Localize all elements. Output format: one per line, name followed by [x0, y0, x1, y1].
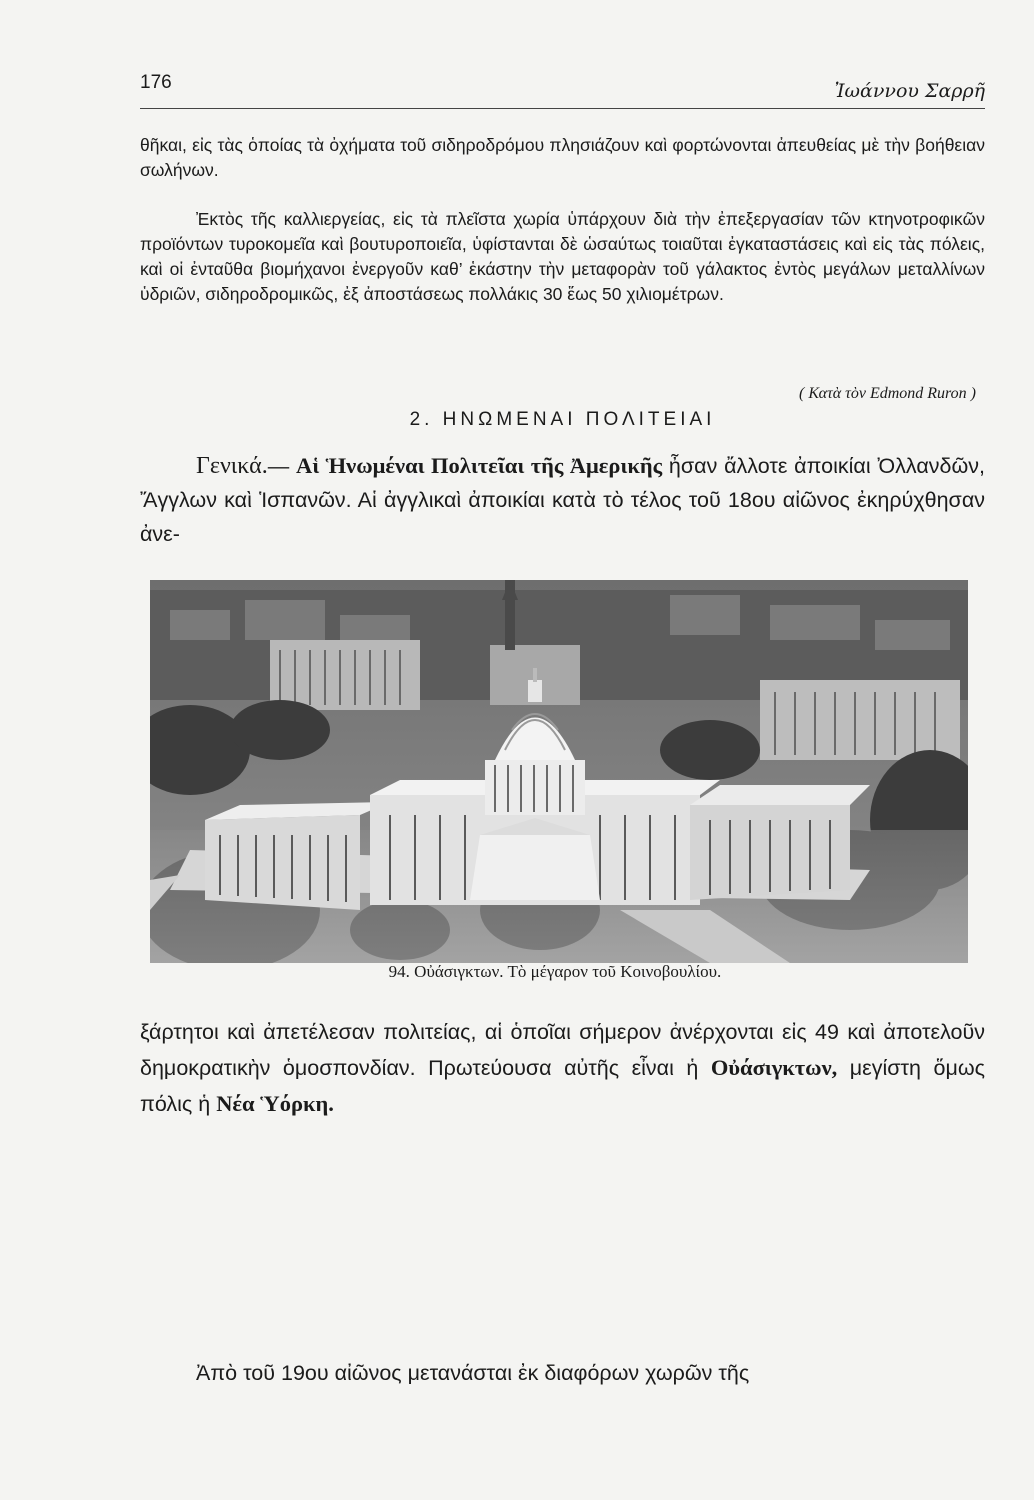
intro-subject: Αἱ Ἡνωμέναι Πολιτεῖαι τῆς Ἀμερικῆς	[295, 453, 663, 478]
paragraph-immigrants: Ἀπὸ τοῦ 19ου αἰῶνος μετανάσται ἐκ διαφόρων χωρῶν τῆς	[196, 1361, 750, 1385]
section-heading: 2. ΗΝΩΜΕΝΑΙ ΠΟΛΙΤΕΙΑΙ	[409, 409, 716, 430]
header-rule	[140, 108, 985, 109]
page-number: 176	[140, 72, 172, 93]
running-head	[140, 70, 985, 110]
paragraph-continued: θῆκαι, εἰς τὰς ὁποίας τὰ ὀχήματα τοῦ σιδηροδρόμου πλησιάζουν καὶ φορτώνονται ἀπευθείας μὲ τὴν βοήθειαν σωλήνων.	[140, 135, 985, 180]
source-citation: ( Κατὰ τὸν Edmond Ruron )	[799, 385, 976, 402]
capital-name: Οὐάσιγκτων,	[710, 1055, 838, 1080]
federation-text-a: ξάρτητοι καὶ ἀπετέλεσαν πολιτείας, αἱ ὁποῖαι σήμερον ἀνέρχονται εἰς 49 καὶ ἀποτελοῦν δημοκρατικὴν ὁμοσπονδίαν. Πρωτεύουσα αὐτῆς εἶναι ἡ	[140, 1020, 985, 1080]
paragraph-federation	[140, 1015, 985, 1122]
largest-city-name: Νέα Ὑόρκη.	[216, 1091, 334, 1116]
section-intro	[140, 449, 985, 551]
running-title: Ἰωάννου Σαρρῆ	[834, 80, 985, 102]
capitol-photo	[150, 580, 968, 963]
intro-text: ἦσαν ἄλλοτε ἀποικίαι Ὀλλανδῶν, Ἄγγλων καὶ Ἱσπανῶν. Αἱ ἀγγλικαὶ ἀποικίαι κατὰ τὸ τέλος τοῦ 18ου αἰῶνος ἐκηρύχθησαν ἀνε-	[140, 454, 985, 546]
figure-caption: 94. Οὐάσιγκτων. Τὸ μέγαρον τοῦ Κοινοβουλίου.	[388, 962, 722, 981]
intro-lead-word: Γενικά.	[196, 453, 268, 479]
intro-dash: —	[267, 454, 296, 478]
federation-text-b: μεγίστη ὅμως πόλις ἡ	[140, 1056, 985, 1116]
paragraph-dairy: Ἐκτὸς τῆς καλλιεργείας, εἰς τὰ πλεῖστα χωρία ὑπάρχουν διὰ τὴν ἐπεξεργασίαν τῶν κτηνοτροφικῶν προϊόντων τυροκομεῖα καὶ βουτυροποιεῖα, ὑφίστανται δὲ ὡσαύτως τοιαῦται ἐγκαταστάσεις καὶ εἰς τὰς πόλεις, καὶ οἱ ἐνταῦθα βιομήχανοι ἐνεργοῦν καθ’ ἑκάστην τὴν μεταφορὰν τοῦ γάλακτος ἐντὸς μεγάλων μεταλλίνων ὑδριῶν, σιδηροδρομικῶς, ἐξ ἀποστάσεως πολλάκις 30 ἕως 50 χιλιομέτρων.	[140, 209, 985, 304]
